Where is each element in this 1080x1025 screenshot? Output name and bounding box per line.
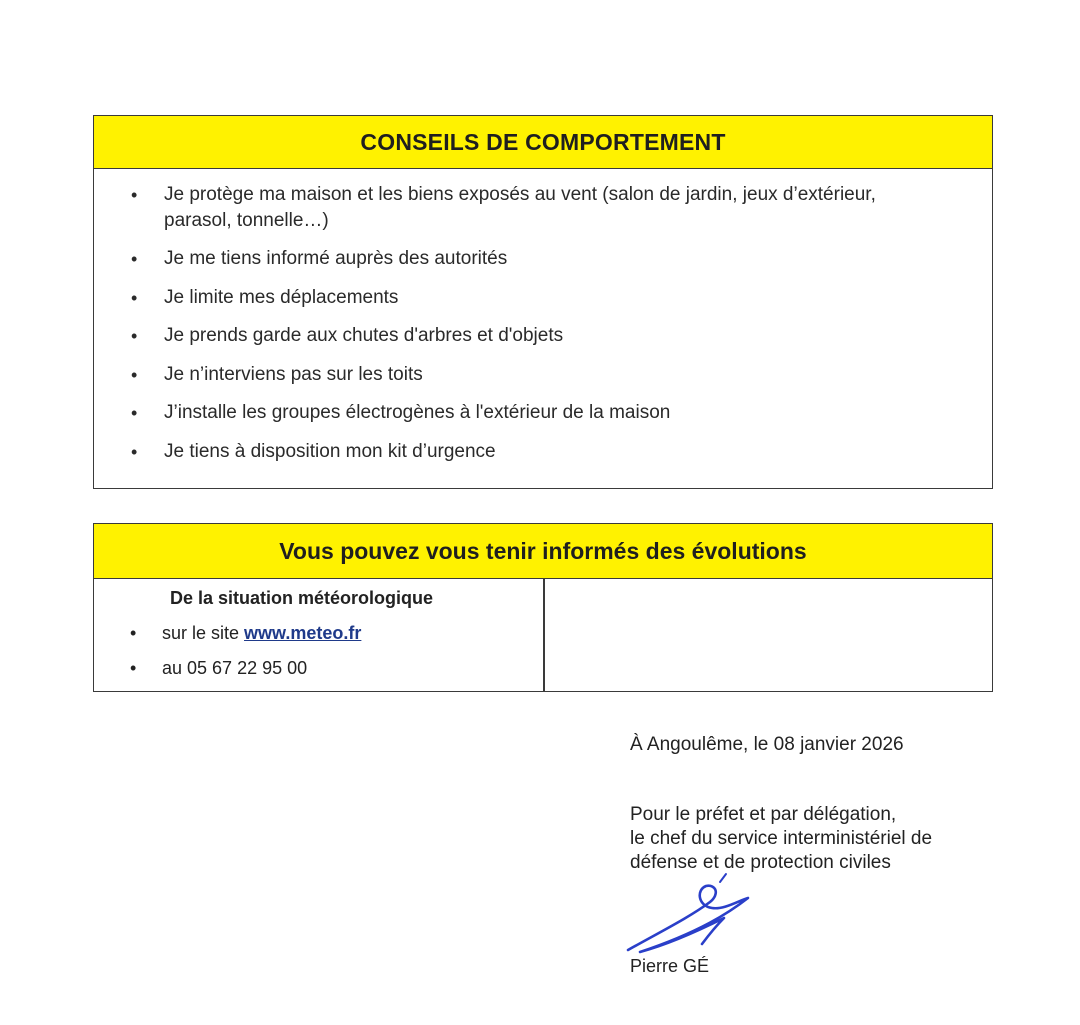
list-item-text: Je protège ma maison et les biens exposés au vent (salon de jardin, jeux d’extérieur, xyxy=(164,184,876,205)
list-item xyxy=(131,323,994,349)
list-item xyxy=(131,362,994,388)
bullet-icon: • xyxy=(130,658,137,678)
list-item-text: Je prends garde aux chutes d'arbres et d'objets xyxy=(164,325,564,346)
conseils-title: CONSEILS DE COMPORTEMENT xyxy=(94,116,992,169)
list-item xyxy=(131,400,994,426)
signer-block xyxy=(630,803,932,875)
signature-icon xyxy=(620,872,770,962)
bullet-icon: • xyxy=(131,403,138,423)
info-site-line xyxy=(130,623,362,644)
bullet-icon: • xyxy=(131,442,138,462)
meteo-link[interactable]: www.meteo.fr xyxy=(244,623,362,643)
list-item-text: Je me tiens informé auprès des autorités xyxy=(164,248,508,269)
info-phone-line xyxy=(130,658,308,679)
list-item xyxy=(131,246,994,272)
info-subtitle: De la situation météorologique xyxy=(170,588,434,608)
list-item-text: Je n’interviens pas sur les toits xyxy=(164,364,423,385)
list-item xyxy=(131,439,994,465)
bullet-icon: • xyxy=(131,185,138,205)
list-item-text-cont: parasol, tonnelle…) xyxy=(164,210,329,231)
list-item-text: Je limite mes déplacements xyxy=(164,287,399,308)
bullet-icon: • xyxy=(131,288,138,308)
signer-name: Pierre GÉ xyxy=(630,956,710,976)
list-item xyxy=(131,182,994,234)
info-panel xyxy=(93,523,993,692)
column-divider xyxy=(543,578,545,691)
conseils-panel xyxy=(93,115,993,489)
info-title: Vous pouvez vous tenir informés des évolutions xyxy=(94,524,992,579)
list-item-text: Je tiens à disposition mon kit d’urgence xyxy=(164,441,496,462)
bullet-icon: • xyxy=(131,249,138,269)
info-phone: au 05 67 22 95 00 xyxy=(162,658,308,678)
place-date: À Angoulême, le 08 janvier 2026 xyxy=(630,734,904,755)
info-site-prefix: sur le site xyxy=(162,623,245,643)
list-item xyxy=(131,285,994,311)
signer-line-3: défense et de protection civiles xyxy=(630,852,891,873)
bullet-icon: • xyxy=(130,623,137,643)
list-item-text: J’installe les groupes électrogènes à l'extérieur de la maison xyxy=(164,402,671,423)
bullet-icon: • xyxy=(131,365,138,385)
signer-line-1: Pour le préfet et par délégation, xyxy=(630,804,897,825)
bullet-icon: • xyxy=(131,326,138,346)
signer-line-2: le chef du service interministériel de xyxy=(630,828,933,849)
